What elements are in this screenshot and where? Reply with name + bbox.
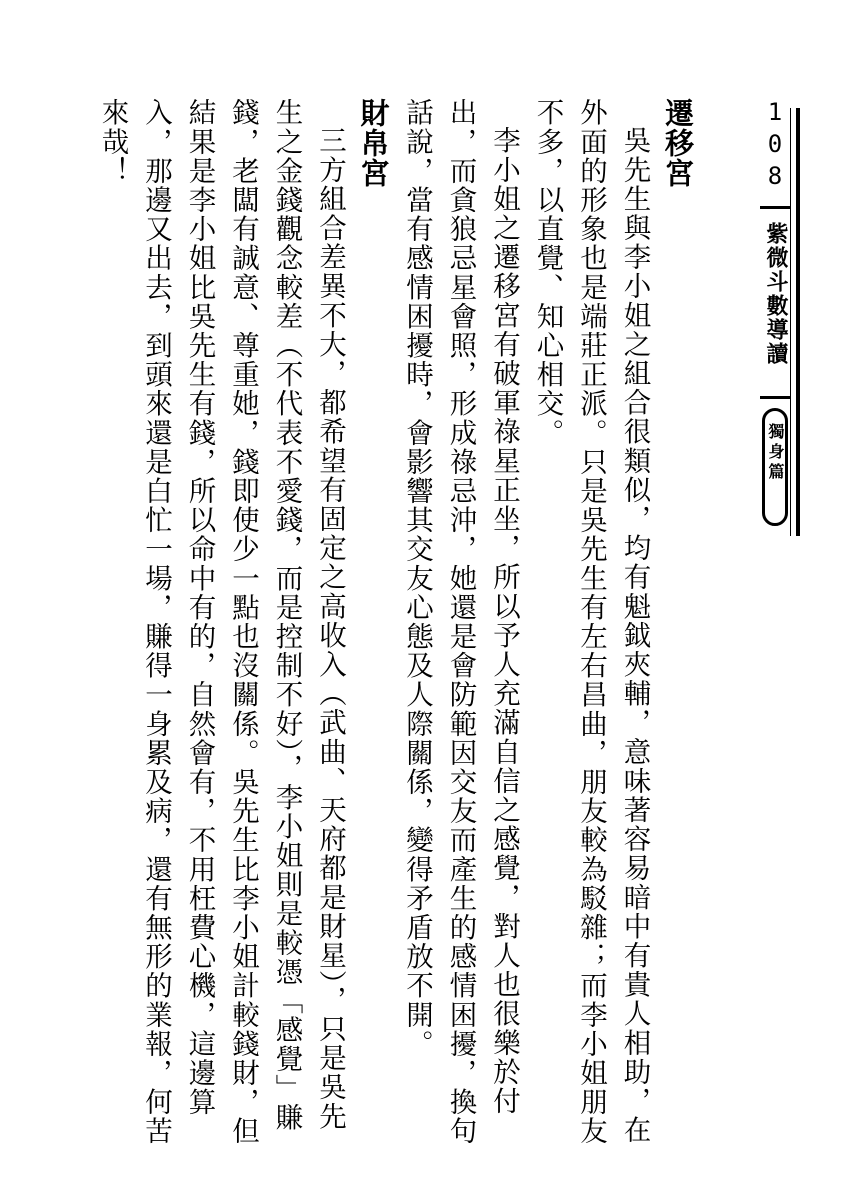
paragraph: 吳先生與李小姐之組合很類似，均有魁鉞夾輔，意味著容易暗中有貴人相助，在外面的形象也是端莊正派。只是吳先生有左右昌曲，朋友較為駁雜；而李小姐朋友不多，以直覺、知心相交。 — [531, 98, 651, 1146]
page-number-digit: 8 — [767, 162, 783, 190]
header-rule — [796, 108, 800, 536]
section-heading: 遷移宮 — [661, 98, 695, 188]
header-divider — [760, 396, 790, 399]
header-rule-thin — [790, 108, 791, 536]
body-text — [79, 98, 699, 1158]
header-divider — [760, 206, 790, 209]
section-label-box — [762, 408, 788, 526]
page-number-digit: 0 — [767, 130, 783, 158]
section-heading: 財帛宮 — [356, 98, 391, 188]
page-number — [760, 96, 790, 192]
page-number-digit: 1 — [767, 98, 783, 126]
paragraph: 三方組合差異不大，都希望有固定之高收入（武曲、天府都是財星），只是吳先生之金錢觀念較差（不代表不愛錢，而是控制不好），李小姐則是較憑「感覺」賺錢，老闆有誠意、尊重她，錢即使少一點也沒關係。吳先生比李小姐計較錢財，但結果是李小姐比吳先生有錢，所以命中有的，自然會有，不用枉費心機，這邊算入，那邊又出去，到頭來還是白忙一場，賺得一身累及病，還有無形的業報，何苦來哉！ — [96, 98, 346, 1146]
book-title: 紫微斗數導讀 — [763, 222, 788, 366]
paragraph: 李小姐之遷移宮有破軍祿星正坐，所以予人充滿自信之感覺，對人也很樂於付出，而貪狼忌星會照，形成祿忌沖，她還是會防範因交友而產生的感情困擾，換句話說，當有感情困擾時，會影響其交友心態及人際關係，變得矛盾放不開。 — [401, 98, 520, 1146]
section-label: 獨身篇 — [766, 423, 785, 483]
